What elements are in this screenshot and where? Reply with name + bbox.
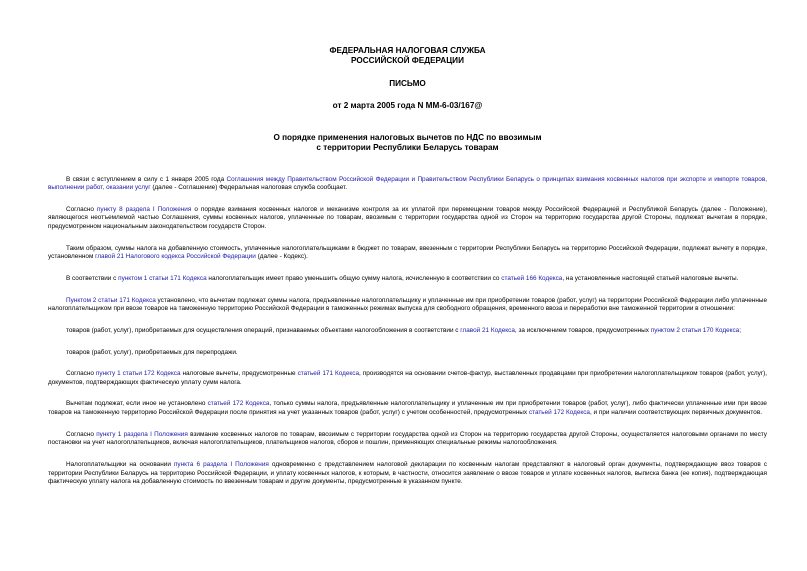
link-art-171[interactable]: статьей 171 Кодекса bbox=[297, 370, 360, 378]
text: В связи с вступлением в силу с 1 января 2005 года bbox=[66, 175, 227, 183]
link-art-171-p2[interactable]: Пунктом 2 статьи 171 Кодекса bbox=[66, 296, 156, 304]
agency-line-1: ФЕДЕРАЛЬНАЯ НАЛОГОВАЯ СЛУЖБА bbox=[329, 46, 486, 55]
paragraph-6 bbox=[48, 327, 767, 336]
text: , только суммы налога, предъявленные налогоплательщику и уплаченные им при приобретении товаров (работ, услуг), либо фактически уплаченные ими при ввозе товаров на таможенную территорию Российской Федерации после принятия на учет указанных товаров (работ, услуг) с учетом особенностей, предусмотренных bbox=[48, 400, 767, 417]
text: , и при наличии соответствующих первичных документов. bbox=[590, 409, 763, 417]
text: налогоплательщик имеет право уменьшить общую сумму налога, исчисленную в соответствии со bbox=[206, 274, 502, 282]
link-art-171-p1[interactable]: пунктом 1 статьи 171 Кодекса bbox=[118, 274, 207, 282]
text: о порядке взимания косвенных налогов и механизме контроля за их уплатой при перемещении товаров между Российской Федерацией и Республикой Беларусь (далее - Положение), являющегося неотъемлемой частью Соглашения, суммы косвенных налогов, уплаченные по товарам, ввозимым с территории государства одной из Сторон на территорию государства другой Стороны, подлежат вычетам в порядке, предусмотренном национальным законодательством государств Сторон. bbox=[48, 205, 767, 231]
text: товаров (работ, услуг), приобретаемых для осуществления операций, признаваемых объектами налогообложения в соответствии с bbox=[66, 326, 461, 334]
agency-line-2: РОССИЙСКОЙ ФЕДЕРАЦИИ bbox=[351, 56, 464, 66]
link-clause-1[interactable]: пункту 1 раздела I Положения bbox=[96, 430, 188, 438]
paragraph-2 bbox=[48, 206, 767, 232]
link-art-172[interactable]: статьей 172 Кодекса bbox=[207, 400, 270, 408]
subject-line-1: О порядке применения налоговых вычетов по НДС по ввозимым bbox=[273, 133, 542, 142]
text: (далее - Соглашение) Федеральная налоговая служба сообщает. bbox=[150, 184, 348, 192]
text: Вычетам подлежат, если иное не установлено bbox=[66, 400, 208, 408]
text: , производятся на основании счетов-фактур, выставленных продавцами при приобретении налогоплательщиком товаров (работ, услуг), документов, подтверждающих фактическую уплату сумм налога. bbox=[48, 370, 767, 386]
link-clause-8[interactable]: пункту 8 раздела I Положения bbox=[96, 205, 192, 213]
paragraph-3 bbox=[48, 245, 767, 262]
link-art-172-p1[interactable]: пункту 1 статьи 172 Кодекса bbox=[95, 370, 181, 378]
text: Согласно bbox=[66, 370, 96, 378]
link-chapter-21[interactable]: главой 21 Налогового кодекса Российской Федерации bbox=[95, 253, 256, 261]
agency-header bbox=[48, 46, 767, 67]
text: ; bbox=[739, 326, 742, 334]
link-art-170-p2[interactable]: пунктом 2 статьи 170 Кодекса bbox=[650, 326, 740, 334]
text: , за исключением товаров, предусмотренных bbox=[514, 326, 651, 334]
link-chapter-21-b[interactable]: главой 21 Кодекса bbox=[460, 326, 515, 334]
paragraph-1 bbox=[48, 176, 767, 193]
text: Согласно bbox=[66, 430, 97, 438]
paragraph-8 bbox=[48, 370, 767, 387]
paragraph-9 bbox=[48, 400, 767, 417]
paragraph-11 bbox=[48, 461, 767, 487]
text: одновременно с представлением налоговой декларации по косвенным налогам представляют в налоговый орган документы, подтверждающие ввоз товаров с территории Республики Беларусь на территорию Российской Федерации, и уплату косвенных налогов, к которым, в частности, относится заявление о ввозе товаров и уплате косвенных налогов, выписка банка (ее копия), подтверждающая фактическую уплату налога на добавленную стоимость по ввезенным товарам и другие документы, предусмотренные в указанном пункте. bbox=[48, 461, 767, 486]
text: взимание косвенных налогов по товарам, ввозимым с территории государства одной из Сторон на территорию государства другой Стороны, осуществляется налоговыми органами по месту постановки на учет налогоплательщиков, включая налогоплательщиков, плательщиков налогов, сборов и пошлин, применяющих специальные режимы налогообложения. bbox=[48, 430, 767, 447]
text: Таким образом, суммы налога на добавленную стоимость, уплаченные налогоплательщиками в бюджет по товарам, ввезенным с территории Республики Беларусь на территорию Российской Федерации, подлежат вычету в порядке, установленном bbox=[48, 244, 767, 261]
paragraph-5 bbox=[48, 297, 767, 314]
link-art-166[interactable]: статьей 166 Кодекса bbox=[501, 274, 563, 282]
text: товаров (работ, услуг), приобретаемых для перепродажи. bbox=[66, 348, 238, 356]
text: установлено, что вычетам подлежат суммы налога, предъявленные налогоплательщику и уплаченные им при приобретении товаров (работ, услуг) на территории Российской Федерации либо уплаченные налогоплательщиком при ввозе товаров на таможенную территорию Российской Федерации в таможенных режимах выпуска для свободного обращения, временного ввоза и переработки вне таможенной территории в отношении: bbox=[48, 296, 768, 313]
paragraph-4 bbox=[48, 275, 767, 284]
link-art-172-b[interactable]: статьей 172 Кодекса bbox=[528, 409, 590, 417]
text: В соответствии с bbox=[66, 274, 119, 282]
doc-type: ПИСЬМО bbox=[389, 78, 426, 88]
text: налоговые вычеты, предусмотренные bbox=[180, 370, 298, 378]
subject-line-2: с территории Республики Беларусь товарам bbox=[316, 143, 499, 153]
link-agreement[interactable]: Соглашения между Правительством Российской Федерации и Правительством Республики Беларусь о принципах взимания косвенных налогов при экспорте и импорте товаров, выполнении работ, оказании услуг bbox=[48, 175, 767, 192]
link-clause-6[interactable]: пункта 6 раздела I Положения bbox=[173, 461, 269, 469]
text: Согласно bbox=[66, 205, 97, 213]
paragraph-7 bbox=[48, 349, 767, 358]
paragraph-10 bbox=[48, 431, 767, 448]
text: , на установленные настоящей статьей налоговые вычеты. bbox=[562, 274, 739, 282]
date-number: от 2 марта 2005 года N ММ-6-03/167@ bbox=[332, 100, 483, 110]
letter-body bbox=[48, 176, 767, 487]
text: (далее - Кодекс). bbox=[255, 253, 308, 261]
subject bbox=[48, 133, 767, 154]
text: Налогоплательщики на основании bbox=[66, 461, 174, 469]
